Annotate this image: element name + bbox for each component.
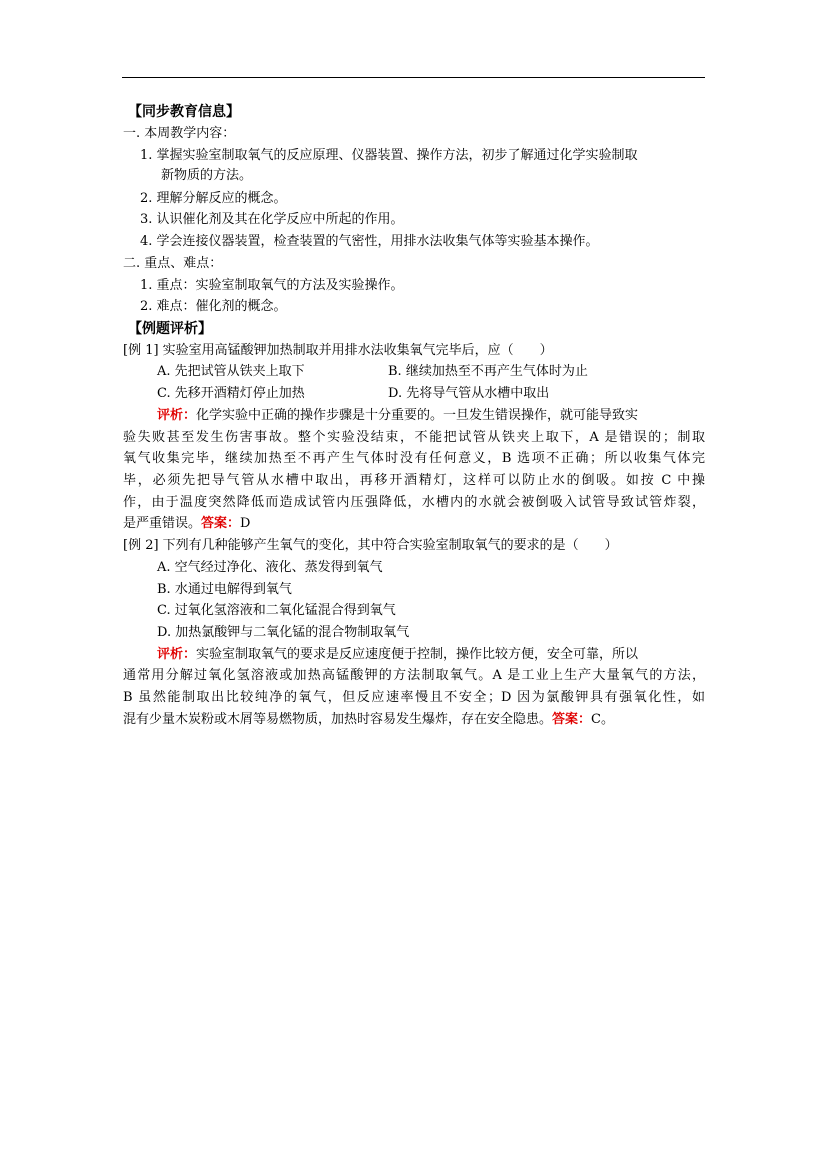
example2-option-c: C. 过氧化氢溶液和二氧化锰混合得到氧气 (157, 603, 396, 618)
example2-option-d: D. 加热氯酸钾与二氧化锰的混合物制取氧气 (157, 625, 410, 640)
teaching-item-1-cont: 新物质的方法。 (161, 168, 253, 183)
example2-analysis-line-1: 评析：实验室制取氧气的要求是反应速度便于控制，操作比较方便，安全可靠，所以 (157, 647, 639, 662)
example2-analysis-line-2: 通常用分解过氧化氢溶液或加热高锰酸钾的方法制取氧气。A 是工业上生产大量氧气的方法， (123, 668, 705, 683)
example1-option-c: C. 先移开酒精灯停止加热 (157, 386, 305, 401)
teaching-item-4: 4. 学会连接仪器装置，检查装置的气密性，用排水法收集气体等实验基本操作。 (140, 234, 599, 249)
keypoint-item-2: 2. 难点：催化剂的概念。 (140, 299, 287, 314)
example1-analysis-line-3: 氧气收集完毕，继续加热至不再产生气体时没有任何意义，B 选项不正确；所以收集气体完 (123, 451, 705, 466)
example1-answer-value: D (240, 516, 251, 531)
example1-analysis-line-5: 作，由于温度突然降低而造成试管内压强降低，水槽内的水就会被倒吸入试管导致试管炸裂， (123, 495, 705, 510)
example1-question: [例 1] 实验室用高锰酸钾加热制取并用排水法收集氧气完毕后，应（ ） (123, 343, 553, 358)
examples-title: 【例题评析】 (128, 321, 212, 337)
example2-analysis-last: 混有少量木炭粉或木屑等易燃物质，加热时容易发生爆炸，存在安全隐患。答案：C。 (123, 712, 614, 727)
example1-analysis-line-4: 毕，必须先把导气管从水槽中取出，再移开酒精灯，这样可以防止水的倒吸。如按 C 中操 (123, 473, 705, 488)
example1-analysis-label: 评析： (157, 408, 197, 423)
example2-answer-label: 答案： (552, 712, 592, 727)
example1-option-b: B. 继续加热至不再产生气体时为止 (388, 364, 588, 379)
example2-option-a: A. 空气经过净化、液化、蒸发得到氧气 (157, 560, 383, 575)
example2-analysis-label: 评析： (157, 647, 197, 662)
header-rule (122, 77, 705, 78)
teaching-item-3: 3. 认识催化剂及其在化学反应中所起的作用。 (140, 212, 404, 227)
example2-answer-value: C。 (591, 712, 614, 727)
example1-analysis-last: 是严重错误。答案：D (123, 516, 251, 531)
teaching-heading: 一. 本周教学内容： (123, 126, 236, 141)
example1-option-a: A. 先把试管从铁夹上取下 (157, 364, 305, 379)
example2-option-b: B. 水通过电解得到氧气 (157, 582, 292, 597)
example1-analysis-line-2: 验失败甚至发生伤害事故。整个实验没结束，不能把试管从铁夹上取下，A 是错误的；制取 (123, 430, 705, 445)
section-title: 【同步教育信息】 (128, 104, 240, 120)
teaching-item-1: 1. 掌握实验室制取氧气的反应原理、仪器装置、操作方法，初步了解通过化学实验制取 (140, 148, 638, 163)
example1-answer-label: 答案： (201, 516, 241, 531)
example2-question: [例 2] 下列有几种能够产生氧气的变化，其中符合实验室制取氧气的要求的是（ ） (123, 538, 618, 553)
teaching-item-2: 2. 理解分解反应的概念。 (140, 191, 287, 206)
example2-analysis-line-3: B 虽然能制取出比较纯净的氧气，但反应速率慢且不安全；D 因为氯酸钾具有强氧化性，如 (123, 690, 705, 705)
keypoint-item-1: 1. 重点：实验室制取氧气的方法及实验操作。 (140, 278, 404, 293)
keypoints-heading: 二. 重点、难点： (123, 256, 223, 271)
example1-analysis-line-1: 评析：化学实验中正确的操作步骤是十分重要的。一旦发生错误操作，就可能导致实 (157, 408, 639, 423)
example1-option-d: D. 先将导气管从水槽中取出 (388, 386, 550, 401)
